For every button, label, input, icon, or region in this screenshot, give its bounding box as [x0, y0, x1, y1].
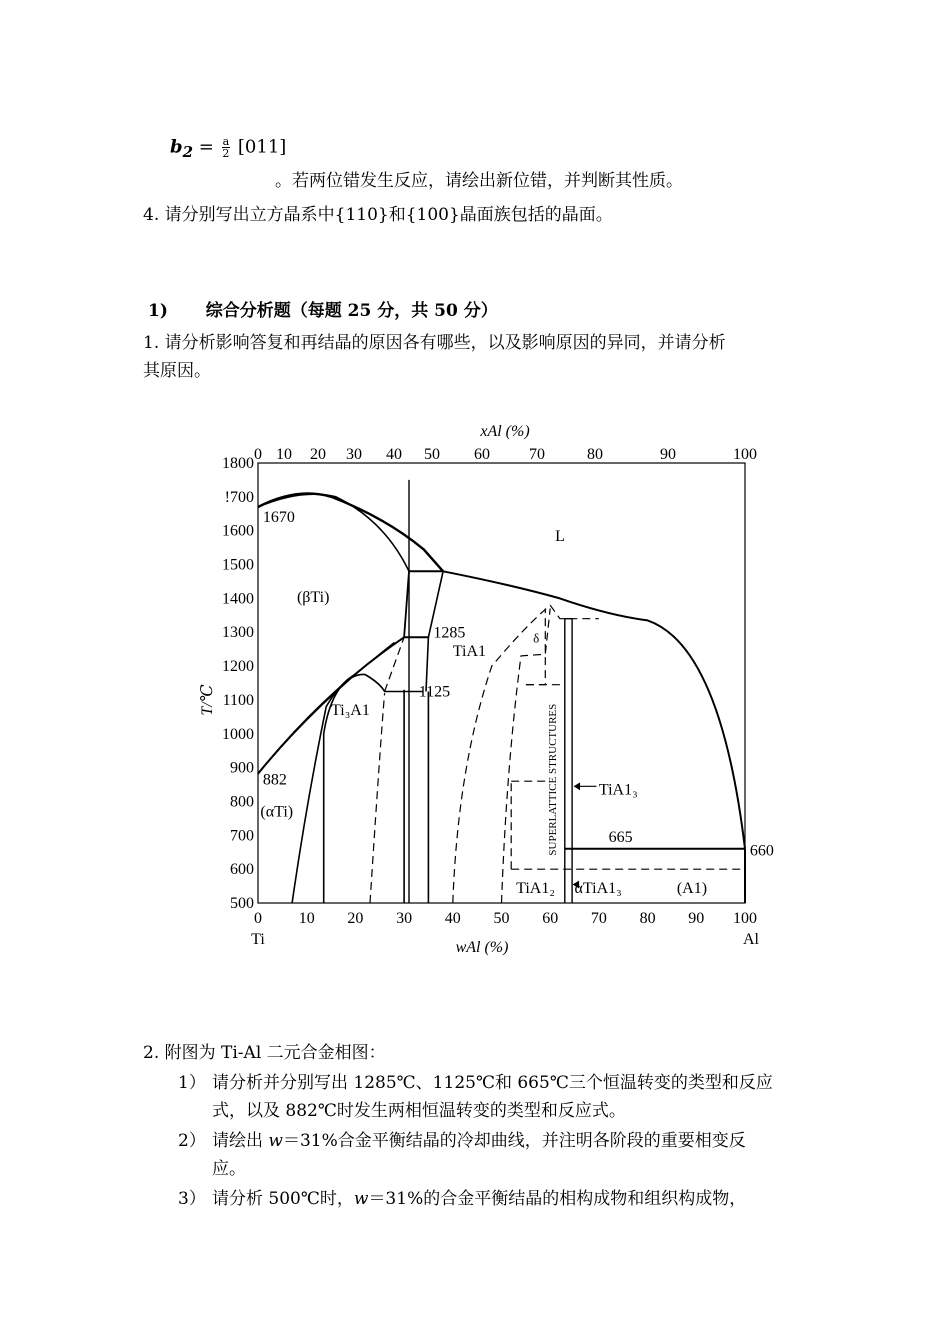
top-tick-label: 70 — [529, 446, 545, 463]
superlattice-label: SUPERLATTICE STRUCTURES — [547, 703, 560, 856]
bottom-tick-label: 70 — [590, 910, 607, 927]
top-tick-label: 20 — [310, 446, 326, 463]
phase-label: 1285 — [433, 624, 466, 642]
q2-1-line-b: 式，以及 882℃时发生两相恒温转变的类型和反应式。 — [212, 1101, 626, 1121]
q2-3-number: 3） — [178, 1189, 206, 1209]
solidus-beta-upper — [258, 494, 409, 571]
bottom-tick-label: 10 — [298, 910, 315, 927]
question-1-line-a: 1. 请分析影响答复和再结晶的原因各有哪些，以及影响原因的异同，并请分析 — [143, 333, 726, 353]
section-heading — [148, 300, 498, 322]
q2-3-line-a — [212, 1188, 746, 1210]
phase-label: αTiA1₃ — [574, 879, 622, 897]
top-tick-label: 50 — [424, 446, 440, 463]
ti-al-phase-diagram — [180, 410, 800, 970]
top-tick-label: 40 — [386, 446, 402, 463]
q2-1-number: 1） — [178, 1073, 206, 1093]
q2-3-var: w — [353, 1189, 369, 1209]
right-element-label: Al — [743, 931, 759, 948]
y-tick-label: 900 — [230, 759, 254, 777]
top-tick-label: 30 — [346, 446, 362, 463]
bottom-tick-label: 40 — [444, 910, 461, 927]
bottom-tick-label: 30 — [396, 910, 413, 927]
bottom-tick-label: 100 — [733, 910, 757, 927]
dashed-delta — [526, 609, 545, 685]
phase-label: 882 — [262, 771, 287, 789]
formula-fraction — [222, 136, 231, 159]
burgers-vector-formula — [170, 136, 286, 161]
q2-3-pre: 请分析 500℃时， — [212, 1189, 354, 1209]
y-tick-label: 1300 — [222, 624, 254, 642]
plot-frame — [258, 463, 745, 903]
bottom-tick-label: 50 — [493, 910, 510, 927]
y-tick-label: 1000 — [222, 725, 254, 743]
phase-label: (A1) — [676, 879, 708, 897]
y-axis-label: T/℃ — [199, 684, 216, 716]
delta-label: δ — [533, 630, 540, 646]
y-tick-label: 1200 — [222, 658, 254, 676]
top-tick-label: 100 — [733, 446, 757, 463]
q2-2-line-a — [212, 1130, 746, 1152]
top-tick-label: 10 — [276, 446, 292, 463]
phase-label: TiA1₂ — [516, 879, 555, 897]
bottom-axis-label: wAl (%) — [455, 939, 509, 956]
q2-2-post: ＝31%合金平衡结晶的冷却曲线，并注明各阶段的重要相变反 — [282, 1131, 746, 1151]
phase-label: 1670 — [262, 509, 295, 527]
bottom-tick-label: 90 — [688, 910, 705, 927]
top-tick-label: 0 — [254, 446, 262, 463]
tial3-phase-field — [565, 619, 572, 903]
top-tick-label: 80 — [587, 446, 603, 463]
liquidus-right — [443, 571, 745, 849]
dashed-ti3al-right — [370, 693, 385, 903]
q2-2-var: w — [268, 1131, 283, 1151]
bottom-tick-label: 80 — [639, 910, 656, 927]
bottom-tick-label: 60 — [542, 910, 559, 927]
formula-lhs: b — [170, 136, 183, 158]
phase-label: L — [555, 527, 565, 545]
y-tick-label: 1600 — [222, 522, 254, 540]
top-axis-label: xAl (%) — [480, 423, 530, 440]
arrowhead-tial3 — [575, 783, 580, 789]
top-tick-label: 90 — [660, 446, 676, 463]
q2-2-number: 2） — [178, 1131, 206, 1151]
phase-label: 1125 — [418, 683, 451, 701]
bottom-tick-label: 20 — [347, 910, 364, 927]
section-title: 综合分析题（每题 25 分，共 50 分） — [205, 301, 498, 321]
question-2: 2. 附图为 Ti-Al 二元合金相图： — [143, 1043, 386, 1063]
y-tick-label: !700 — [224, 488, 254, 506]
y-tick-label: 800 — [230, 793, 254, 811]
dashed-tial2 — [502, 609, 551, 904]
phase-label: TiA1 — [452, 642, 487, 660]
dashed-ti3al-top — [385, 637, 405, 691]
formula-vector: [011] — [237, 136, 287, 158]
question-4: 4. 请分别写出立方晶系中{110}和{100}晶面族包括的晶面。 — [143, 205, 613, 225]
y-tick-label: 600 — [230, 861, 254, 879]
top-tick-label: 60 — [474, 446, 490, 463]
question-1-line-b: 其原因。 — [143, 361, 211, 381]
beta-tial-boundary-a — [404, 571, 409, 637]
fraction-denominator: 2 — [222, 147, 230, 160]
dashed-top-right — [550, 605, 599, 619]
q2-2-pre: 请绘出 — [212, 1131, 269, 1151]
y-tick-label: 700 — [230, 827, 254, 845]
phase-label: 665 — [608, 829, 633, 847]
fraction-numerator: a — [222, 135, 230, 148]
bottom-tick-label: 0 — [254, 910, 262, 927]
section-number: 1) — [148, 301, 168, 321]
left-element-label: Ti — [251, 931, 265, 948]
y-tick-label: 1800 — [222, 455, 254, 472]
phase-label: Ti₃A1 — [331, 702, 370, 720]
phase-label: (βTi) — [296, 588, 330, 606]
y-tick-label: 1100 — [222, 691, 254, 709]
phase-label: TiA1₃ — [598, 781, 638, 799]
y-tick-label: 1400 — [222, 590, 254, 608]
question-3-tail: 。若两位错发生反应，请绘出新位错，并判断其性质。 — [275, 171, 683, 191]
phase-label: 660 — [749, 842, 774, 860]
q2-1-line-a: 请分析并分别写出 1285℃、1125℃和 665℃三个恒温转变的类型和反应 — [212, 1073, 773, 1093]
y-tick-label: 500 — [230, 895, 254, 912]
q2-3-post: ＝31%的合金平衡结晶的相构成物和组织构成物， — [368, 1189, 747, 1209]
formula-sub: 2 — [182, 143, 194, 162]
phase-label: (αTi) — [260, 803, 294, 821]
y-tick-label: 1500 — [222, 556, 254, 574]
formula-eq: = — [198, 136, 214, 158]
q2-2-line-b: 应。 — [212, 1159, 246, 1179]
